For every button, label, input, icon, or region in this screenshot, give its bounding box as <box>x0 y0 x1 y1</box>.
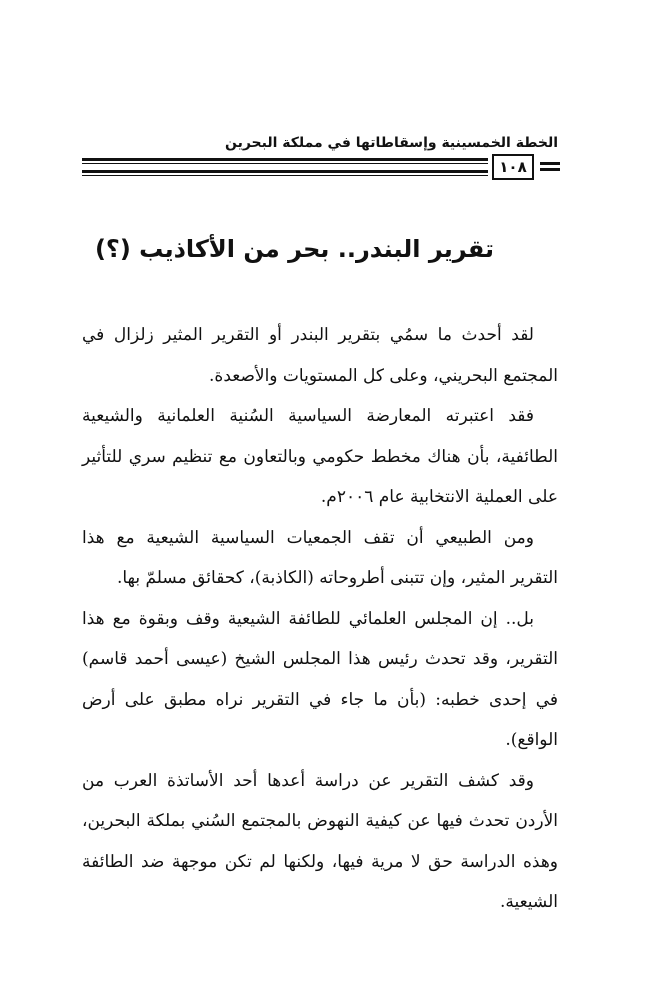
paragraph: بل.. إن المجلس العلمائي للطائفة الشيعية وقف وبقوة مع هذا التقرير، وقد تحدث رئيس هذا المجلس الشيخ (عيسى أحمد قاسم) في إحدى خطبه: (بأن ما جاء في التقرير نراه مطبق على أرض الواقع). <box>82 608 558 750</box>
paragraph: فقد اعتبرته المعارضة السياسية السُنية العلمانية والشيعية الطائفية، بأن هناك مخطط حكومي وبالتعاون مع تنظيم سري للتأثير على العملية الانتخابية عام ٢٠٠٦م. <box>82 406 558 507</box>
article-title: تقرير البندر.. بحر من الأكاذيب (؟) <box>94 235 494 263</box>
header-rule-bottom <box>82 170 488 173</box>
paragraph: لقد أحدث ما سمُي بتقرير البندر أو التقرير المثير زلزال في المجتمع البحريني، وعلى كل المستويات والأصعدة. <box>82 325 558 386</box>
article-body <box>82 315 558 923</box>
paragraph: ومن الطبيعي أن تقف الجمعيات السياسية الشيعية مع هذا التقرير المثير، وإن تتبنى أطروحاته (الكاذبة)، كحقائق مسلمّ بها. <box>82 527 558 588</box>
header-rule-bottom-thin <box>82 175 488 176</box>
paragraph: وقد كشف التقرير عن دراسة أعدها أحد الأساتذة العرب من الأردن تحدث فيها عن كيفية النهوض بالمجتمع السُني بملكة البحرين، وهذه الدراسة حق لا مرية فيها، ولكنها لم تكن موجهة ضد الطائفة الشيعية. <box>82 770 558 912</box>
running-head-title: الخطة الخمسينية وإسقاطاتها في مملكة البحرين <box>224 135 558 151</box>
header-rule-top <box>82 158 488 161</box>
page-number: ١٠٨ <box>492 154 534 180</box>
header-rule-tail-upper <box>540 162 560 165</box>
header-rule-top-thin <box>82 163 488 164</box>
header-rule-tail-lower <box>540 168 560 171</box>
